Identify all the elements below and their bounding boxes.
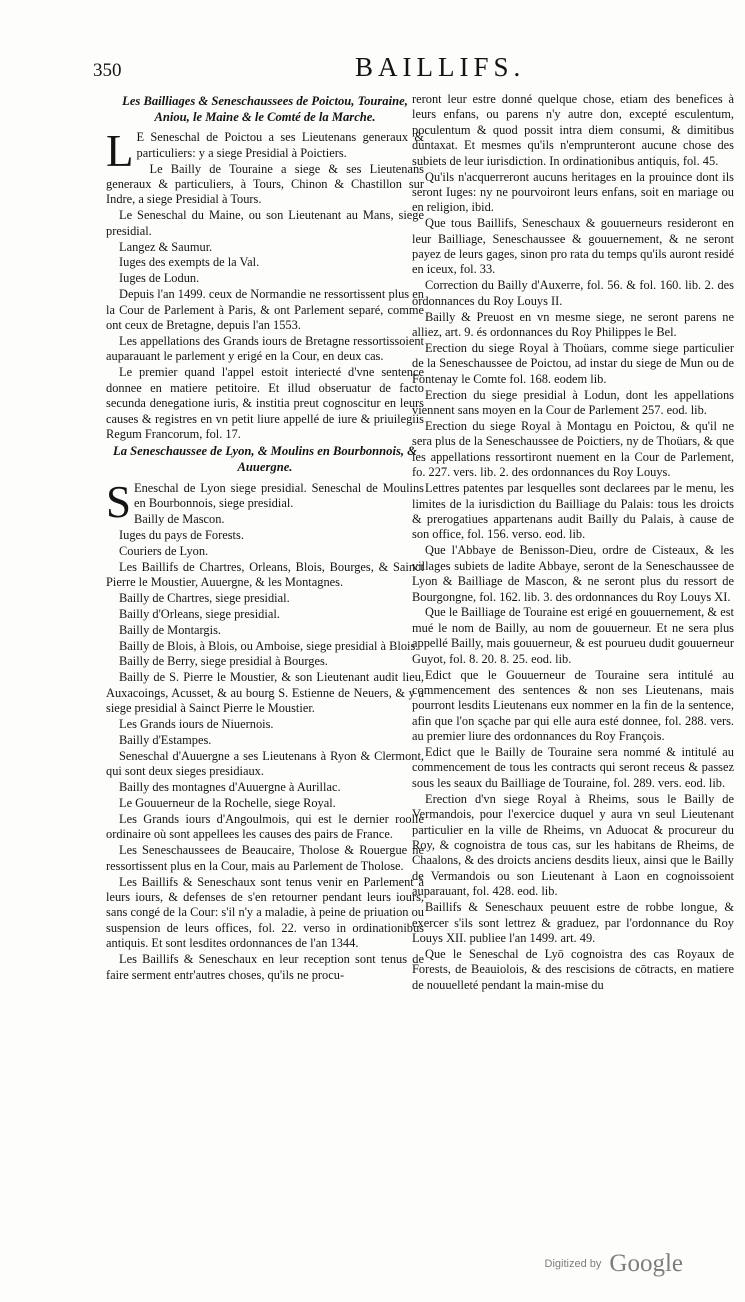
- paragraph: Que l'Abbaye de Benisson-Dieu, ordre de Cisteaux, & les villages subiets de ladite Abbaye, seront de la Seneschaussee de Lyon & Bailliage de Mascon, & ne seront plus du ressort de Bourgongne, fol. 162. lib. 3. des ordonnances du Roy Louys XI.: [412, 543, 734, 604]
- paragraph: Les appellations des Grands iours de Bretagne ressortissoient auparauant le parlement y erigé en la Cour, en deux cas.: [106, 333, 424, 364]
- list-entry: Iuges de Lodun.: [119, 271, 200, 286]
- paragraph: Bailly de S. Pierre le Moustier, & son Lieutenant audit lieu, Auxacoings, Acusset, & au bourg S. Estienne de Neuers, & y a siege presidial à Sainct Pierre le Moustier.: [106, 670, 424, 716]
- paragraph: Les Seneschaussees de Beaucaire, Tholose & Rouergue ne ressortissent plus en la Cour, mais au Parlement de Tholose.: [106, 843, 424, 873]
- section-heading: Les Bailliages & Seneschaussees de Poictou, Touraine, Aniou, le Maine & le Comté de la Marche.: [122, 94, 408, 124]
- list-entry: Bailly de Mascon.: [134, 511, 225, 526]
- page-number: 350: [93, 60, 122, 81]
- list-entry: Bailly de Chartres, siege presidial.: [119, 590, 290, 605]
- paragraph-with-drop-cap: [106, 126, 424, 177]
- list-entry: Bailly d'Orleans, siege presidial.: [119, 606, 280, 621]
- paragraph: Le Bailly de Touraine a siege & ses Lieutenans generaux & particuliers, à Tours, Chinon & Chastillon sur Indre, a siege Presidial à Tours.: [106, 161, 424, 207]
- paragraph: Erection du siege Royal à Montagu en Poictou, & qu'il ne sera plus de la Seneschaussee de Poictiers, ny de Thoüars, & que les appellations ressortiront nuement en la Cour de Parlement, fo. 227. vers. lib. 2. des ordonnances du Roy Louys.: [412, 419, 734, 480]
- list-entry: Bailly de Montargis.: [119, 622, 221, 637]
- paragraph: Bailly & Preuost en vn mesme siege, ne seront parens ne alliez, art. 9. és ordonnances du Roy Philippes le Bel.: [412, 309, 734, 340]
- running-head: BAILLIFS.: [355, 52, 526, 82]
- digitized-by-google-watermark: [545, 1250, 683, 1278]
- paragraph: Baillifs & Seneschaux peuuent estre de robbe longue, & exercer s'ils sont lettrez & graduez, par l'ordonnance du Roy Louys XII. publiee l'an 1499. art. 49.: [412, 900, 734, 945]
- list-entry: Iuges du pays de Forests.: [119, 527, 244, 542]
- paragraph: Erection d'vn siege Royal à Rheims, sous le Bailly de Vermandois, pour l'exercice duquel y aura vn seul Lieutenant particulier en la ville de Rheims, vn Aduocat & procureur du Roy, & cognoistra de tous cas, sur les habitans de Rheims, de Chaalons, & des droicts anciens desdits lieux, ainsi que le Bailly de Vermandois ou son Lieutenant à Laon en cognoissoient auparauant, fol. 428. eod. lib.: [412, 791, 734, 899]
- list-entry: Langez & Saumur.: [119, 239, 213, 254]
- paragraph: Bailly de Berry, siege presidial à Bourges.: [119, 654, 328, 669]
- paragraph: Edict que le Gouuerneur de Touraine sera intitulé au commencement des sentences & non ses Lieutenans, mais pourront lesdits Lieutenans eux nommer en la fin de la sentence, afin que l'on sçache par qui elle aura esté donnee, fol. 288. vers. au premier liure des ordonnances du Roy François.: [412, 667, 734, 744]
- drop-cap: L: [106, 126, 134, 177]
- paragraph: Les Baillifs & Seneschaux en leur reception sont tenus de faire serment entr'autres choses, qu'ils ne procu-: [106, 952, 424, 982]
- paragraph: Depuis l'an 1499. ceux de Normandie ne ressortissent plus en la Cour de Parlement à Paris, & ont Parlement separé, comme ont ceux de Bretagne, depuis l'an 1553.: [106, 287, 424, 333]
- left-column: [106, 92, 424, 984]
- list-entry: Bailly d'Estampes.: [119, 733, 212, 747]
- paragraph: Que le Bailliage de Touraine est erigé en gouuernement, & est mué le nom de Bailly, au nom de gouuerneur. Et ne sera plus appellé Bailly, mais gouuerneur, & est pourueu dudit gouuerneur Guyot, fol. 8. 20. 8. 25. eod. lib.: [412, 605, 734, 666]
- list-entry: Couriers de Lyon.: [119, 543, 209, 558]
- paragraph: Les Baillifs & Seneschaux sont tenus venir en Parlement à leurs iours, & defenses de s'en retourner pendant leurs iours, sans congé de la Cour: s'il n'y a maladie, à peine de priuation ou suspension de leurs offices, fol. 22. verso in ordinationibus antiquis. Et sont lesdites ordonnances de l'an 1344.: [106, 874, 424, 951]
- paragraph: Bailly de Blois, à Blois, ou Amboise, siege presidial à Blois.: [119, 638, 419, 653]
- paragraph: Le premier quand l'appel estoit interiecté d'vne sentence donnee en matiere petitoire. Et illud obseruatur de facto secunda denegatione iuris, & institia preut cognoscitur en leurs causes & registres en vn petit liure appellé de iure & priuilegiis Regum Francorum, fol. 17.: [106, 365, 424, 441]
- paragraph: Qu'ils n'acquerreront aucuns heritages en la prouince dont ils seront Iuges: ny ne pourvoiront leurs enfans, soit en mariage ou en religion, ibid.: [412, 169, 734, 215]
- google-logo: Google: [609, 1250, 683, 1277]
- section-heading: La Seneschaussee de Lyon, & Moulins en Bourbonnois, & Auuergne.: [113, 444, 417, 474]
- paragraph: Erection du siege Royal à Thoüars, comme siege particulier de la Seneschaussee de Poictou, ad instar du siege de Mun ou de Fontenay le Comte fol. 168. eodem lib.: [412, 341, 734, 386]
- paragraph: Lettres patentes par lesquelles sont declarees par le menu, les limites de la iurisdiction du Bailliage du Palais: tous les droicts & prerogatiues appartenans audit Bailly du Palais, à cause de son office, fol. 156. verso. eod. lib.: [412, 481, 734, 542]
- paragraph: reront leur estre donné quelque chose, etiam des benefices à leurs enfans, ou parens n'y autre don, excepté esculentum, poculentum & quod possit intra diem consumi, & dimitibus duntaxat. Et mesmes qu'ils n'emprunteront aucune chose des subiets de leur iurisdiction. In ordinationibus antiquis, fol. 45.: [412, 92, 734, 168]
- paragraph: Les Baillifs de Chartres, Orleans, Blois, Bourges, & Sainct Pierre le Moustier, Auuergne, & les Montagnes.: [106, 559, 424, 589]
- paragraph-text: Eneschal de Lyon siege presidial. Seneschal de Moulins en Bourbonnois, siege presidial.: [134, 480, 424, 510]
- digitized-label: Digitized by: [544, 1258, 602, 1270]
- page-header: [93, 48, 733, 80]
- paragraph: Seneschal d'Auuergne a ses Lieutenans à Ryon & Clermont, qui sont deux sieges presidiaux.: [106, 748, 424, 779]
- right-column: [412, 92, 734, 994]
- paragraph: Le Gouuerneur de la Rochelle, siege Royal.: [119, 796, 336, 811]
- paragraph: Que tous Baillifs, Seneschaux & gouuerneurs resideront en leur Bailliage, Seneschaussee & gouuernement, & ne seront payez de leurs gages, sinon pro rata du temps qu'ils auront residé en iceux, fol. 33.: [412, 216, 734, 277]
- paragraph: Bailly des montagnes d'Auuergne à Aurillac.: [119, 780, 341, 795]
- paragraph: Erection du siege presidial à Lodun, dont les appellations viennent sans moyen en la Cour de Parlement 257. eod. lib.: [412, 387, 734, 418]
- paragraph: Les Grands iours d'Angoulmois, qui est le dernier roolle ordinaire où sont appellees les causes des pairs de France.: [106, 812, 424, 842]
- paragraph: Edict que le Bailly de Touraine sera nommé & intitulé au commencement de tous les contracts qui seront receus & passez sous les seaux du Bailliage de Touraine, fol. 289. vers. eod. lib.: [412, 745, 734, 790]
- paragraph: Que le Seneschal de Lyō cognoistra des cas Royaux de Forests, de Beauiolois, & des rescisions de cōtracts, en matiere de nouuelleté pendant la main-mise du: [412, 946, 734, 992]
- list-entry: Les Grands iours de Niuernois.: [119, 717, 274, 732]
- paragraph-text: E Seneschal de Poictou a ses Lieutenans generaux & particuliers: y a siege Presidial à Poictiers.: [136, 130, 424, 160]
- list-entry: Iuges des exempts de la Val.: [119, 255, 260, 270]
- paragraph: Le Seneschal du Maine, ou son Lieutenant au Mans, siege presidial.: [106, 208, 424, 238]
- paragraph: Correction du Bailly d'Auxerre, fol. 56. & fol. 160. lib. 2. des ordonnances du Roy Louys II.: [412, 278, 734, 308]
- drop-cap: S: [106, 476, 132, 527]
